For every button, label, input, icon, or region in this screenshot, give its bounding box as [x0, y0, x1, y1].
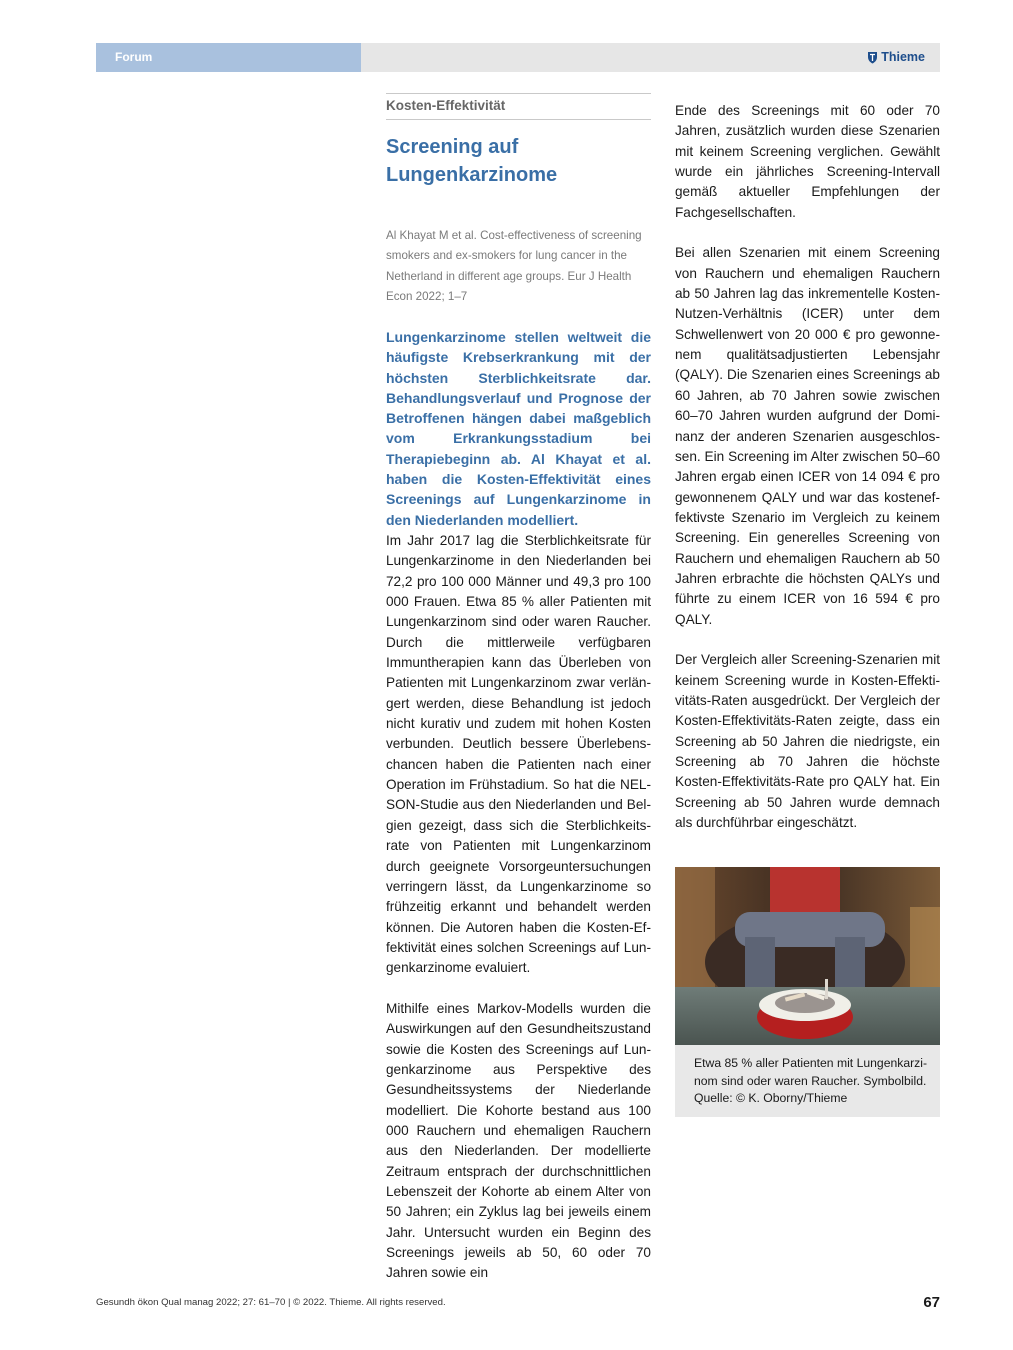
thieme-shield-icon: [867, 51, 878, 64]
article-citation: Al Khayat M et al. Cost-effectiveness of screening smokers and ex-smokers for lung cancer in the Netherland in different age groups. Eur J Health Econ 2022; 1–7: [386, 229, 642, 304]
body-paragraph: Der Vergleich aller Screening-Szenarien mit keinem Screening wurde in Kosten-Effektivitäts-Raten ausgedrückt. Der Vergleich der Kosten-Effektivitäts-Raten zeigte, dass ein Screening ab 50 Jahren die niedrigste, ein Screening ab 70 Jahren die höchste Kosten-Effektivitäts-Rate pro QALY hat. Ein Screening ab 50 Jahren wurde demnach als durchführbar eingeschätzt.: [675, 652, 940, 831]
ashtray-photo: [675, 867, 940, 1045]
article-title: [386, 133, 651, 189]
article-lead: Lungenkarzinome stellen weltweit die häufigste Krebserkrankung mit der höchsten Sterblichkeitsrate dar. Behandlungsverlauf und Prognose der Betroffenen hängen dabei maßgeblich vom Erkrankungsstadium bei Therapiebeginn ab. Al Khayat et al. haben die Kosten-Effektivität eines Screenings auf Lungenkarzinome in den Niederlanden modelliert.: [386, 329, 651, 528]
article-category: Kosten-Effektivität: [386, 93, 651, 120]
page-number: 67: [923, 1294, 940, 1311]
title-line-1: Screening auf: [386, 136, 519, 158]
brand-name: Thieme: [881, 50, 925, 64]
body-paragraph: Ende des Screenings mit 60 oder 70 Jahren, zusätzlich wurden diese Szenarien mit keinem Screening verglichen. Gewählt wurde ein jährliches Screening-Intervall gemäß aktueller Empfehlungen der Fachgesellschaften.: [675, 103, 940, 220]
figure-caption: Etwa 85 % aller Patienten mit Lungenkarzinom sind oder waren Raucher. Symbolbild. Quelle: © K. Oborny/Thieme: [675, 1045, 940, 1117]
body-paragraph: Im Jahr 2017 lag die Sterblichkeitsrate für Lungenkarzinome in den Niederlanden bei 72,2 pro 100 000 Männer und 49,3 pro 100 000 Frauen. Etwa 85 % aller Patienten mit Lungenkarzinom sind oder waren Raucher. Durch die mittlerweile verfügbaren Immuntherapien kann das Überleben von Patienten mit Lungenkarzinom zwar verlängert werden, diese Behandlung ist jedoch nicht kurativ und zudem mit hohen Kosten verbunden. Deutlich bessere Überlebenschancen haben die Patienten nach einer Operation im Frühstadium. So hat die NELSON-Studie aus den Niederlanden und Belgien gezeigt, dass sich die Sterblichkeitsrate von Patienten mit Lungenkarzinom durch geeignete Vorsorgeuntersuchungen verringern lässt, da Lungenkarzinome so frühzeitig erkannt und behandelt werden können. Die Autoren haben die Kosten-Effektivität eines solchen Screenings auf Lungenkarzinome evaluiert.: [386, 533, 651, 976]
brand-logo: [867, 43, 925, 72]
title-line-2: Lungenkarzinome: [386, 164, 558, 186]
page-header: [96, 43, 940, 72]
section-tag: Forum: [96, 43, 361, 72]
footer-citation: Gesundh ökon Qual manag 2022; 27: 61–70 | © 2022. Thieme. All rights reserved.: [96, 1297, 446, 1308]
left-column: [386, 531, 651, 1304]
body-paragraph: Mithilfe eines Markov-Modells wurden die Auswirkungen auf den Gesundheitszustand sowie die Kosten des Screenings auf Lungenkarzinome aus Perspektive des Gesundheitssystems der Niederlande modelliert. Die Kohorte bestand aus 100 000 Rauchern und ehemaligen Rauchern aus den Niederlanden. Der modellierte Zeitraum entsprach der durchschnittlichen Lebenszeit der Kohorte ab einem Alter von 50 Jahren; ein Zyklus lag bei jeweils einem Jahr. Untersucht wurden ein Beginn des Screenings jeweils ab 50, 60 oder 70 Jahren sowie ein: [386, 1000, 651, 1281]
body-paragraph: Bei allen Szenarien mit einem Screening von Rauchern und ehemaligen Rauchern ab 50 Jahren lag das inkrementelle Kosten-Nutzen-Verhältnis (ICER) unter dem Schwellenwert von 20 000 € pro gewonnenem qualitätsadjustierten Lebensjahr (QALY). Die Szenarien eines Screenings ab 60 Jahren, ab 70 Jahren sowie zwischen 60–70 Jahren wurden aufgrund der Dominanz der anderen Szenarien ausgeschlossen. Ein Screening im Alter zwischen 50–60 Jahren ergab einen ICER von 14 094 € pro gewonnenem QALY und war das kosteneffektivste Szenario im Vergleich zu keinem Screening. Ein generelles Screening von Rauchern und ehemaligen Rauchern ab 50 Jahren erbrachte die höchsten QALYs und führte zu einem ICER von 16 594 € pro QALY.: [675, 245, 940, 627]
article-figure: [675, 867, 940, 1117]
right-column: [675, 101, 940, 854]
